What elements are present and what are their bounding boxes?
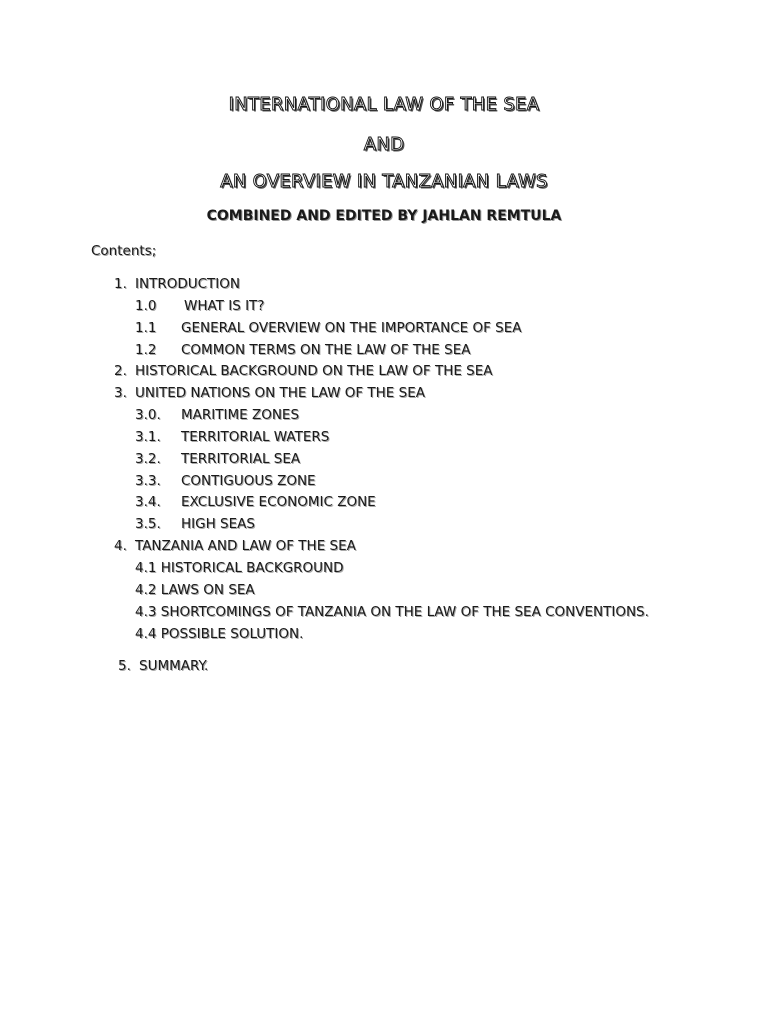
toc-item-3-0 bbox=[135, 407, 299, 423]
toc-text: 4.2 LAWS ON SEA bbox=[135, 582, 255, 598]
toc-item-3-1 bbox=[135, 429, 329, 445]
toc-item-3-5 bbox=[135, 516, 255, 532]
toc-item-4-1 bbox=[135, 560, 344, 576]
toc-text: SUMMARY. bbox=[139, 658, 209, 674]
toc-text: COMMON TERMS ON THE LAW OF THE SEA bbox=[181, 342, 471, 358]
document-title-line-3: AN OVERVIEW IN TANZANIAN LAWS bbox=[220, 171, 548, 192]
document-byline: COMBINED AND EDITED BY JAHLAN REMTULA bbox=[206, 208, 562, 224]
toc-item-4 bbox=[114, 538, 356, 554]
toc-number: 3.0. bbox=[135, 407, 161, 423]
toc-item-1-1 bbox=[135, 320, 522, 336]
toc-number: 5. bbox=[118, 658, 131, 674]
document-title-line-1: INTERNATIONAL LAW OF THE SEA bbox=[228, 94, 540, 115]
toc-number: 3. bbox=[114, 385, 127, 401]
toc-number: 1.2 bbox=[135, 342, 157, 358]
toc-number: 1.1 bbox=[135, 320, 157, 336]
contents-heading: Contents; bbox=[91, 243, 157, 259]
toc-item-2 bbox=[114, 363, 493, 379]
toc-text: INTRODUCTION bbox=[135, 276, 240, 292]
toc-item-1 bbox=[114, 276, 240, 292]
toc-number: 1. bbox=[114, 276, 127, 292]
toc-text: HISTORICAL BACKGROUND ON THE LAW OF THE SEA bbox=[135, 363, 493, 379]
toc-text: MARITIME ZONES bbox=[181, 407, 300, 423]
toc-text: 4.1 HISTORICAL BACKGROUND bbox=[135, 560, 344, 576]
toc-text: GENERAL OVERVIEW ON THE IMPORTANCE OF SEA bbox=[181, 320, 522, 336]
toc-item-3-4 bbox=[135, 494, 376, 510]
toc-text: HIGH SEAS bbox=[181, 516, 255, 532]
toc-item-4-2 bbox=[135, 582, 255, 598]
toc-item-4-3 bbox=[135, 604, 649, 620]
toc-text: EXCLUSIVE ECONOMIC ZONE bbox=[181, 494, 376, 510]
toc-text: CONTIGUOUS ZONE bbox=[181, 473, 316, 489]
toc-number: 4. bbox=[114, 538, 127, 554]
toc-text: 4.4 POSSIBLE SOLUTION. bbox=[135, 626, 304, 642]
toc-item-1-2 bbox=[135, 342, 470, 358]
toc-item-1-0 bbox=[135, 298, 264, 314]
toc-text: WHAT IS IT? bbox=[184, 298, 265, 314]
toc-number: 3.2. bbox=[135, 451, 161, 467]
toc-text: TANZANIA AND LAW OF THE SEA bbox=[135, 538, 356, 554]
toc-number: 3.3. bbox=[135, 473, 161, 489]
toc-text: 4.3 SHORTCOMINGS OF TANZANIA ON THE LAW OF THE SEA CONVENTIONS. bbox=[135, 604, 649, 620]
toc-text: TERRITORIAL WATERS bbox=[181, 429, 330, 445]
toc-item-3 bbox=[114, 385, 425, 401]
toc-text: TERRITORIAL SEA bbox=[181, 451, 301, 467]
toc-item-4-4 bbox=[135, 626, 303, 642]
toc-number: 1.0 bbox=[135, 298, 157, 314]
toc-item-3-3 bbox=[135, 473, 316, 489]
toc-item-3-2 bbox=[135, 451, 300, 467]
toc-number: 3.1. bbox=[135, 429, 161, 445]
toc-text: UNITED NATIONS ON THE LAW OF THE SEA bbox=[135, 385, 425, 401]
toc-number: 2. bbox=[114, 363, 127, 379]
toc-number: 3.5. bbox=[135, 516, 161, 532]
toc-number: 3.4. bbox=[135, 494, 161, 510]
document-title-line-2: AND bbox=[363, 134, 405, 155]
toc-item-5 bbox=[118, 658, 208, 674]
